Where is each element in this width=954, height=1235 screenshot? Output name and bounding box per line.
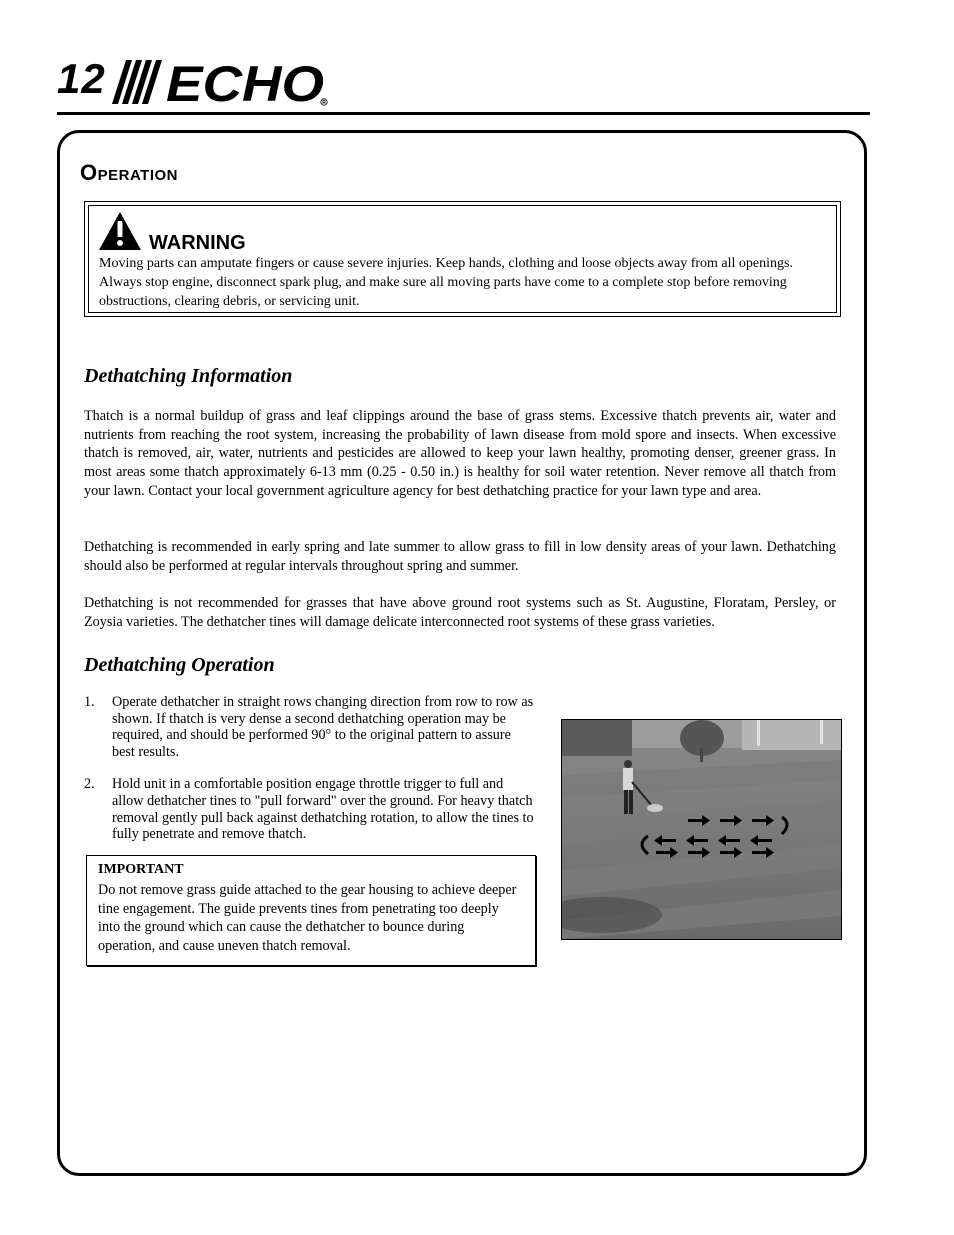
step-number: 1. [84,694,95,710]
info-heading: Dethatching Information [84,365,293,387]
lawn-photo [561,719,842,940]
info-paragraph: Dethatching is not recommended for grasses that have above ground root systems such as St. Augustine, Floratam, Persley, or Zoysia varieties. The dethatcher tines will damage delicate interconnected root systems of these grass varieties. [84,595,836,630]
warning-box [84,201,841,317]
warning-text: Moving parts can amputate fingers or cause severe injuries. Keep hands, clothing and loose objects away from all openings. Always stop engine, disconnect spark plug, and make sure all moving parts have come to a complete stop before removing obstructions, clearing debris, or servicing unit. [99,256,793,309]
page-number: 12 [57,55,106,102]
important-box [86,855,536,966]
info-paragraph: Thatch is a normal buildup of grass and leaf clippings around the base of grass stems. Excessive thatch prevents air, water and nutrients from reaching the root system, increasing the probability of lawn disease from mold spore and insects. When excessive thatch is removed, air, water, nutrients and pesticides are allowed to keep your lawn healthy, promoting denser, greener grass. In most areas some thatch approximately 6-13 mm (0.25 - 0.50 in.) is healthy for soil water retention. Never remove all thatch from your lawn. Contact your local government agriculture agency for best dethatching practice for your lawn type and area. [84,408,836,499]
step-item [84,776,536,842]
step-text: Operate dethatcher in straight rows changing direction from row to row as shown. If thatch is very dense a second dethatching operation may be required, and should be performed 90° to the original pattern to assure best results. [112,694,534,760]
header-rule [57,112,870,115]
warning-icon [98,211,142,251]
svg-text:R: R [322,99,326,106]
info-paragraph: Dethatching is recommended in early spring and late summer to allow grass to fill in low density areas of your lawn. Dethatching should also be performed at regular intervals throughout spring and summer. [84,539,836,574]
echo-logo [112,58,332,106]
section-heading: Operation [80,160,179,185]
operation-steps [84,694,536,859]
warning-title: WARNING [149,232,246,254]
lawn-photo-illustration [562,720,841,939]
important-text: Do not remove grass guide attached to the gear housing to achieve deeper tine engagement. The guide prevents tines from penetrating too deeply into the ground which can cause the dethatcher to bounce during operation, and cause uneven thatch removal. [98,882,517,955]
important-title: IMPORTANT [98,862,184,877]
step-item [84,694,536,760]
operation-heading: Dethatching Operation [84,654,275,676]
svg-text:ECHO: ECHO [166,58,325,106]
step-text: Hold unit in a comfortable position engage throttle trigger to full and allow dethatcher tines to "pull forward" over the ground. For heavy thatch removal gently pull back against dethatching rotation, to allow the tines to fully penetrate and remove thatch. [112,776,534,843]
step-number: 2. [84,776,95,793]
